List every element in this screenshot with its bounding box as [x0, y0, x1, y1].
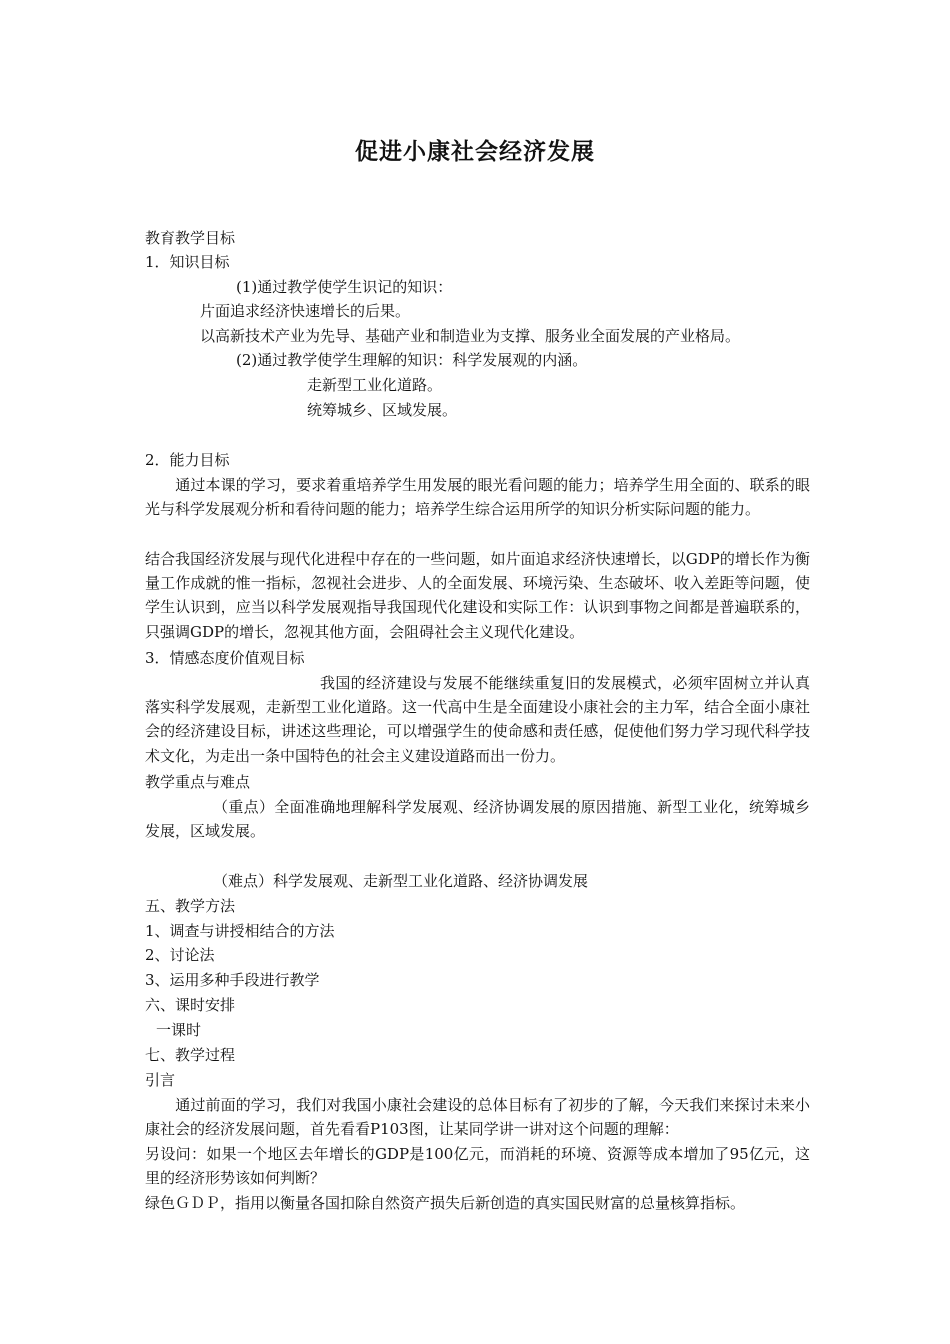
- key-points-paragraph: （重点）全面准确地理解科学发展观、经济协调发展的原因措施、新型工业化，统筹城乡发展，区域发展。: [145, 798, 810, 841]
- understand-knowledge-heading: (2)通过教学使学生理解的知识：科学发展观的内涵。: [236, 351, 588, 369]
- method-item-3: 3、运用多种手段进行教学: [145, 971, 320, 989]
- question-paragraph: 另设问：如果一个地区去年增长的GDP是100亿元，而消耗的环境、资源等成本增加了95亿元，这里的经济形势该如何判断？: [145, 1145, 810, 1188]
- understand-item-2: 统筹城乡、区域发展。: [307, 401, 458, 419]
- memorize-knowledge-heading: (1)通过教学使学生识记的知识：: [236, 278, 453, 296]
- understand-item-1: 走新型工业化道路。: [307, 376, 443, 394]
- document-title: 促进小康社会经济发展: [355, 139, 595, 165]
- green-gdp-definition: 绿色ＧＤＰ，指用以衡量各国扣除自然资产损失后新创造的真实国民财富的总量核算指标。: [145, 1194, 746, 1212]
- section-heading-goals: 教育教学目标: [145, 229, 236, 247]
- schedule-item: 一课时: [156, 1021, 202, 1039]
- ability-paragraph-2: 结合我国经济发展与现代化进程中存在的一些问题，如片面追求经济快速增长，以GDP的增长作为衡量工作成就的惟一指标，忽视社会进步、人的全面发展、环境污染、生态破坏、收入差距等问题，使学生认识到，应当以科学发展观指导我国现代化建设和实际工作：认识到事物之间都是普遍联系的，只强调GDP的增长，忽视其他方面，会阻碍社会主义现代化建设。: [145, 550, 810, 641]
- ability-goals-heading: 2．能力目标: [145, 451, 230, 469]
- knowledge-goals-heading: 1．知识目标: [145, 253, 230, 271]
- memorize-item-1: 片面追求经济快速增长的后果。: [200, 302, 411, 320]
- teaching-process-heading: 七、教学过程: [145, 1046, 236, 1064]
- introduction-paragraph: 通过前面的学习，我们对我国小康社会建设的总体目标有了初步的了解，今天我们来探讨未来小康社会的经济发展问题，首先看看P103图，让某同学讲一讲对这个问题的理解：: [145, 1096, 810, 1139]
- ability-paragraph-1: 通过本课的学习，要求着重培养学生用发展的眼光看问题的能力；培养学生用全面的、联系的眼光与科学发展观分析和看待问题的能力；培养学生综合运用所学的知识分析实际问题的能力。: [145, 476, 810, 519]
- method-item-2: 2、讨论法: [145, 946, 215, 964]
- schedule-heading: 六、课时安排: [145, 996, 236, 1014]
- key-difficult-heading: 教学重点与难点: [145, 773, 251, 791]
- difficult-points-line: （难点）科学发展观、走新型工业化道路、经济协调发展: [213, 872, 589, 890]
- memorize-item-2: 以高新技术产业为先导、基础产业和制造业为支撑、服务业全面发展的产业格局。: [200, 327, 741, 345]
- emotion-goals-heading: 3．情感态度价值观目标: [145, 649, 305, 667]
- introduction-heading: 引言: [145, 1071, 176, 1089]
- teaching-methods-heading: 五、教学方法: [145, 897, 236, 915]
- emotion-paragraph: 我国的经济建设与发展不能继续重复旧的发展模式，必须牢固树立并认真落实科学发展观，走新型工业化道路。这一代高中生是全面建设小康社会的主力军，结合全面小康社会的经济建设目标，讲述这些理论，可以增强学生的使命感和责任感，促使他们努力学习现代科学技术文化，为走出一条中国特色的社会主义建设道路而出一份力。: [145, 674, 810, 765]
- method-item-1: 1、调查与讲授相结合的方法: [145, 922, 335, 940]
